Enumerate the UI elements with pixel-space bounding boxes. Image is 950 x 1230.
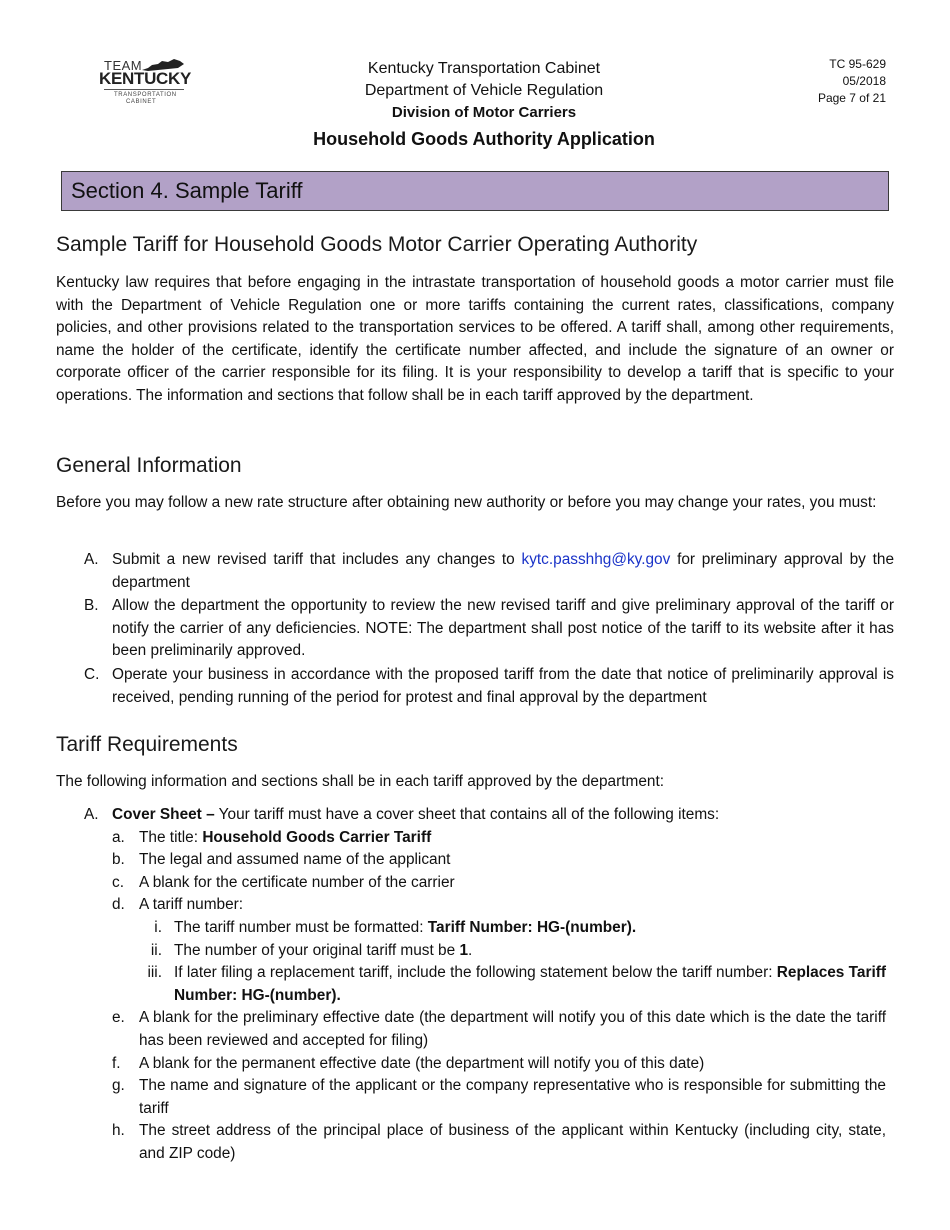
logo-team-text: TEAM bbox=[104, 58, 143, 73]
cover-sheet-text: Your tariff must have a cover sheet that contains all of the following items: bbox=[214, 806, 720, 823]
list-marker: A. bbox=[84, 551, 99, 568]
header-division: Division of Motor Carriers bbox=[391, 104, 577, 121]
sub-item-bold: Household Goods Carrier Tariff bbox=[202, 828, 432, 846]
header-cabinet: Kentucky Transportation Cabinet bbox=[367, 60, 601, 77]
list-item bbox=[56, 595, 894, 663]
sub-sub-item-text: The tariff number must be formatted: bbox=[174, 918, 428, 936]
team-kentucky-logo bbox=[96, 56, 196, 110]
list-marker: B. bbox=[84, 597, 99, 615]
sub-sub-item-bold: 1 bbox=[459, 941, 468, 959]
sub-item-text: The title: bbox=[139, 828, 203, 846]
sub-item bbox=[56, 1075, 886, 1120]
sub-item-text: A blank for the certificate number of the carrier bbox=[139, 873, 455, 891]
header-department: Department of Vehicle Regulation bbox=[364, 82, 604, 99]
list-marker: A. bbox=[84, 806, 99, 823]
sub-sub-item-bold: Replaces Tariff Number: HG-(number). bbox=[174, 964, 886, 1004]
list-item bbox=[56, 664, 894, 709]
sub-sub-marker: ii. bbox=[150, 941, 162, 959]
section-title: Section 4. Sample Tariff bbox=[71, 178, 303, 203]
list-item bbox=[56, 549, 894, 594]
form-number: TC 95-629 bbox=[829, 57, 886, 71]
list-item-text-end: for preliminary approval by the department bbox=[112, 551, 895, 591]
sub-item-text: The name and signature of the applicant or the company representative who is responsible for submitting the tariff bbox=[139, 1077, 886, 1117]
logo-sub-text-1: TRANSPORTATION bbox=[114, 92, 177, 98]
intro-paragraph: Kentucky law requires that before engaging in the intrastate transportation of household goods a motor carrier must file with the Department of Vehicle Regulation one or more tariffs containing the current rates, classifications, company policies, and other provisions related to the transportation services to be offered. A tariff shall, among other requirements, name the holder of the certificate, identify the certificate number affected, and include the signature of an owner or corporate officer of the carrier responsible for its filing. It is your responsibility to develop a tariff that is specific to your operations. The information and sections that follow shall be in each tariff approved by the department. bbox=[56, 274, 894, 404]
sub-item-text: A blank for the preliminary effective date (the department will notify you of this date which is the date the tariff has been reviewed and accepted for filing) bbox=[139, 1009, 886, 1049]
requirements-paragraph: The following information and sections shall be in each tariff approved by the department: bbox=[56, 773, 665, 790]
cover-sheet-label: Cover Sheet – bbox=[112, 806, 215, 823]
logo-divider bbox=[104, 89, 184, 90]
sub-sub-item-text: The number of your original tariff must be bbox=[174, 941, 460, 959]
sub-item bbox=[56, 827, 886, 850]
general-paragraph: Before you may follow a new rate structure after obtaining new authority or before you may change your rates, you must: bbox=[56, 494, 877, 511]
form-date: 05/2018 bbox=[842, 74, 886, 88]
logo-sub-text-2: CABINET bbox=[126, 99, 157, 105]
form-info bbox=[818, 56, 886, 107]
header-application-title: Household Goods Authority Application bbox=[313, 129, 655, 149]
sub-item bbox=[56, 1053, 886, 1076]
intro-heading: Sample Tariff for Household Goods Motor Carrier Operating Authority bbox=[56, 233, 698, 256]
list-item-cover-sheet bbox=[56, 804, 886, 827]
sub-item bbox=[56, 894, 886, 917]
sub-item-text: A blank for the permanent effective date (the department will notify you of this date) bbox=[139, 1054, 705, 1072]
sub-marker: d. bbox=[112, 896, 125, 914]
sub-item-text: The legal and assumed name of the applicant bbox=[139, 851, 451, 869]
sub-item bbox=[56, 1007, 886, 1052]
sub-marker: h. bbox=[112, 1122, 125, 1140]
list-item-text: Operate your business in accordance with the proposed tariff from the date that notice of preliminarily approval is received, pending running of the period for protest and final approval by the department bbox=[112, 665, 894, 706]
sub-marker: c. bbox=[112, 873, 124, 891]
email-link[interactable]: kytc.passhhg@ky.gov bbox=[521, 551, 671, 568]
sub-item bbox=[56, 1120, 886, 1165]
page-number: Page 7 of 21 bbox=[817, 91, 886, 105]
sub-sub-item bbox=[56, 962, 886, 1007]
sub-sub-item bbox=[56, 940, 886, 963]
sub-marker: e. bbox=[112, 1009, 125, 1027]
general-list bbox=[56, 549, 894, 709]
logo-kentucky-text: KENTUCKY bbox=[99, 69, 192, 88]
sub-marker: g. bbox=[112, 1077, 125, 1095]
general-heading: General Information bbox=[56, 454, 242, 477]
sub-sub-marker: i. bbox=[154, 918, 162, 936]
section-banner bbox=[61, 171, 889, 211]
requirements-heading: Tariff Requirements bbox=[56, 733, 238, 756]
list-item-text: Submit a new revised tariff that includes any changes to bbox=[112, 551, 522, 568]
sub-marker: f. bbox=[112, 1054, 121, 1072]
sub-item bbox=[56, 872, 886, 895]
sub-sub-item-bold: Tariff Number: HG-(number). bbox=[427, 918, 637, 936]
document-header bbox=[234, 58, 734, 153]
requirements-list bbox=[56, 804, 886, 1166]
sub-item-text: A tariff number: bbox=[139, 896, 244, 914]
sub-sub-item-text-end: . bbox=[468, 941, 473, 959]
sub-sub-marker: iii. bbox=[147, 964, 162, 982]
sub-marker: b. bbox=[112, 851, 125, 869]
sub-item bbox=[56, 849, 886, 872]
sub-item-text: The street address of the principal place of business of the applicant within Kentucky (including city, state, and ZIP code) bbox=[139, 1122, 886, 1162]
list-marker: C. bbox=[84, 665, 100, 683]
list-item-text: Allow the department the opportunity to review the new revised tariff and give preliminary approval of the tariff or notify the carrier of any deficiencies. NOTE: The department shall post notice of the tariff to its website after it has been preliminarily approved. bbox=[112, 597, 894, 660]
sub-sub-item-text: If later filing a replacement tariff, include the following statement below the tariff number: bbox=[174, 964, 777, 982]
sub-sub-item bbox=[56, 917, 886, 940]
sub-marker: a. bbox=[112, 828, 125, 846]
